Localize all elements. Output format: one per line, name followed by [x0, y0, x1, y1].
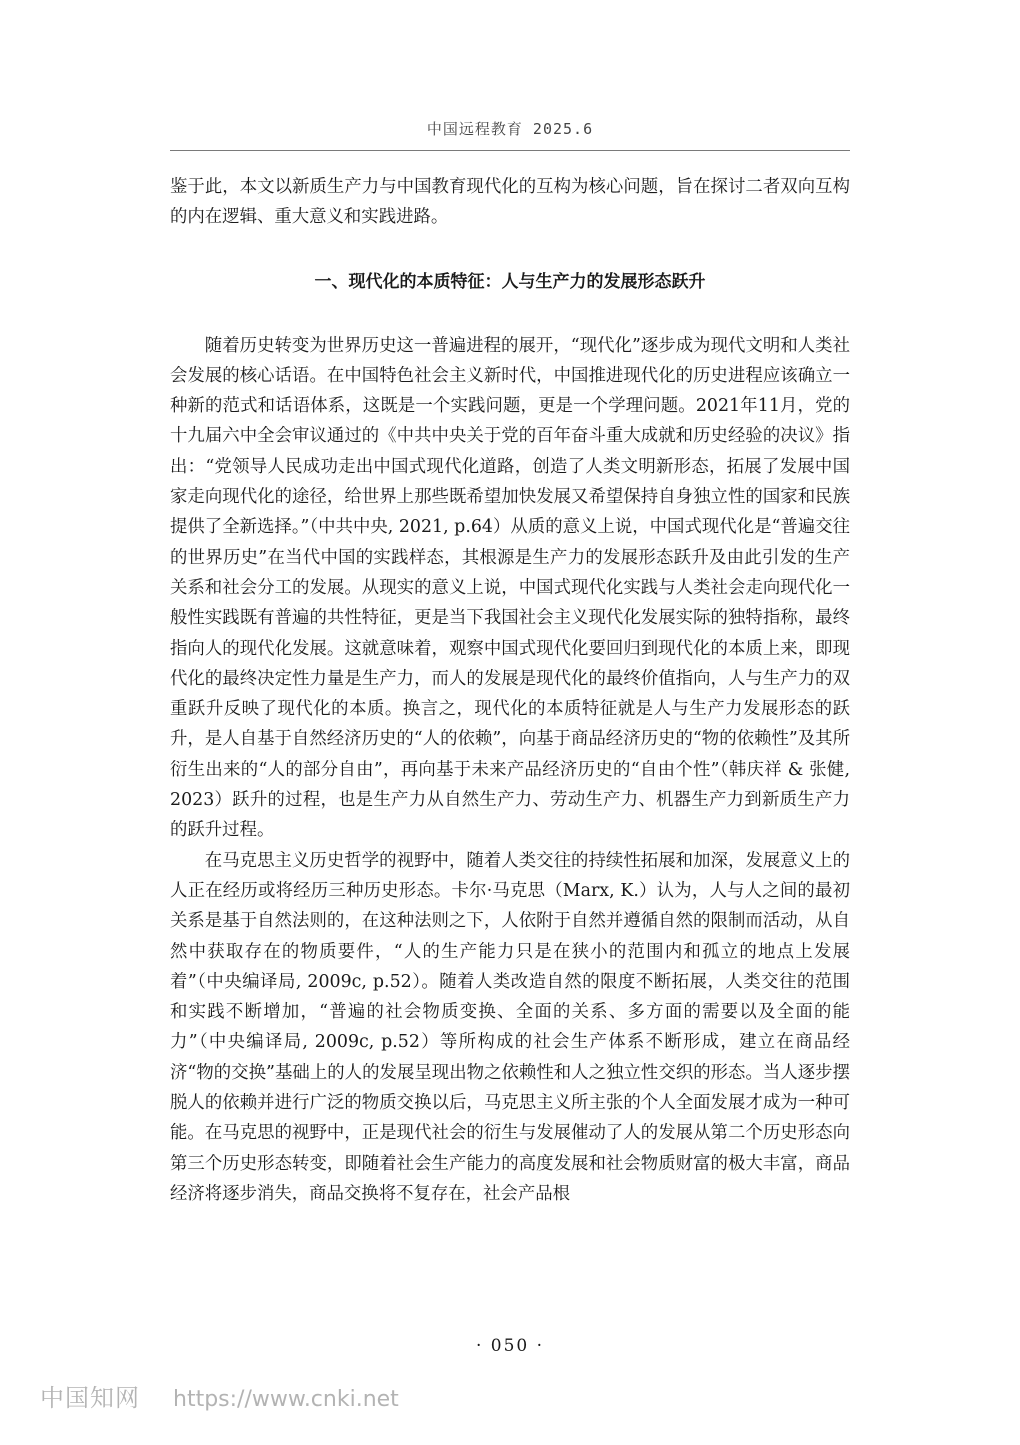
watermark-url: https://www.cnki.net	[173, 1387, 399, 1412]
section-heading: 一、现代化的本质特征：人与生产力的发展形态跃升	[314, 271, 706, 292]
article-body	[170, 172, 850, 1209]
body-paragraph-2: 在马克思主义历史哲学的视野中，随着人类交往的持续性拓展和加深，发展意义上的人正在经历或将经历三种历史形态。卡尔·马克思（Marx, K.）认为，人与人之间的最初关系是基于自然法则的，在这种法则之下，人依附于自然并遵循自然的限制而活动，从自然中获取存在的物质要件，“人的生产能力只是在狭小的范围内和孤立的地点上发展着”（中央编译局, 2009c, p.52）。随着人类改造自然的限度不断拓展，人类交往的范围和实践不断增加，“普遍的社会物质变换、全面的关系、多方面的需要以及全面的能力”（中央编译局, 2009c, p.52）等所构成的社会生产体系不断形成，建立在商品经济“物的交换”基础上的人的发展呈现出物之依赖性和人之独立性交织的形态。当人逐步摆脱人的依赖并进行广泛的物质交换以后，马克思主义所主张的个人全面发展才成为一种可能。在马克思的视野中，正是现代社会的衍生与发展催动了人的发展从第二个历史形态向第三个历史形态转变，即随着社会生产能力的高度发展和社会物质财富的极大丰富，商品经济将逐步消失，商品交换将不复存在，社会产品根	[170, 850, 850, 1204]
cnki-watermark	[40, 1378, 399, 1413]
header-divider	[170, 150, 850, 151]
journal-header: 中国远程教育 2025.6	[426, 120, 594, 138]
body-paragraph-1: 随着历史转变为世界历史这一普遍进程的展开，“现代化”逐步成为现代文明和人类社会发展的核心话语。在中国特色社会主义新时代，中国推进现代化的历史进程应该确立一种新的范式和话语体系，这既是一个实践问题，更是一个学理问题。2021年11月，党的十九届六中全会审议通过的《中共中央关于党的百年奋斗重大成就和历史经验的决议》指出：“党领导人民成功走出中国式现代化道路，创造了人类文明新形态，拓展了发展中国家走向现代化的途径，给世界上那些既希望加快发展又希望保持自身独立性的国家和民族提供了全新选择。”（中共中央, 2021, p.64）从质的意义上说，中国式现代化是“普遍交往的世界历史”在当代中国的实践样态，其根源是生产力的发展形态跃升及由此引发的生产关系和社会分工的发展。从现实的意义上说，中国式现代化实践与人类社会走向现代化一般性实践既有普遍的共性特征，更是当下我国社会主义现代化发展实际的独特指称，最终指向人的现代化发展。这就意味着，观察中国式现代化要回归到现代化的本质上来，即现代化的最终决定性力量是生产力，而人的发展是现代化的最终价值指向，人与生产力的双重跃升反映了现代化的本质。换言之，现代化的本质特征就是人与生产力发展形态的跃升，是人自基于自然经济历史的“人的依赖”，向基于商品经济历史的“物的依赖性”及其所衍生出来的“人的部分自由”，再向基于未来产品经济历史的“自由个性”（韩庆祥 & 张健, 2023）跃升的过程，也是生产力从自然生产力、劳动生产力、机器生产力到新质生产力的跃升过程。	[170, 335, 850, 841]
intro-paragraph: 鉴于此，本文以新质生产力与中国教育现代化的互构为核心问题，旨在探讨二者双向互构的内在逻辑、重大意义和实践进路。	[170, 177, 850, 228]
page-number: · 050 ·	[475, 1336, 545, 1356]
watermark-brand: 中国知网	[40, 1384, 140, 1412]
